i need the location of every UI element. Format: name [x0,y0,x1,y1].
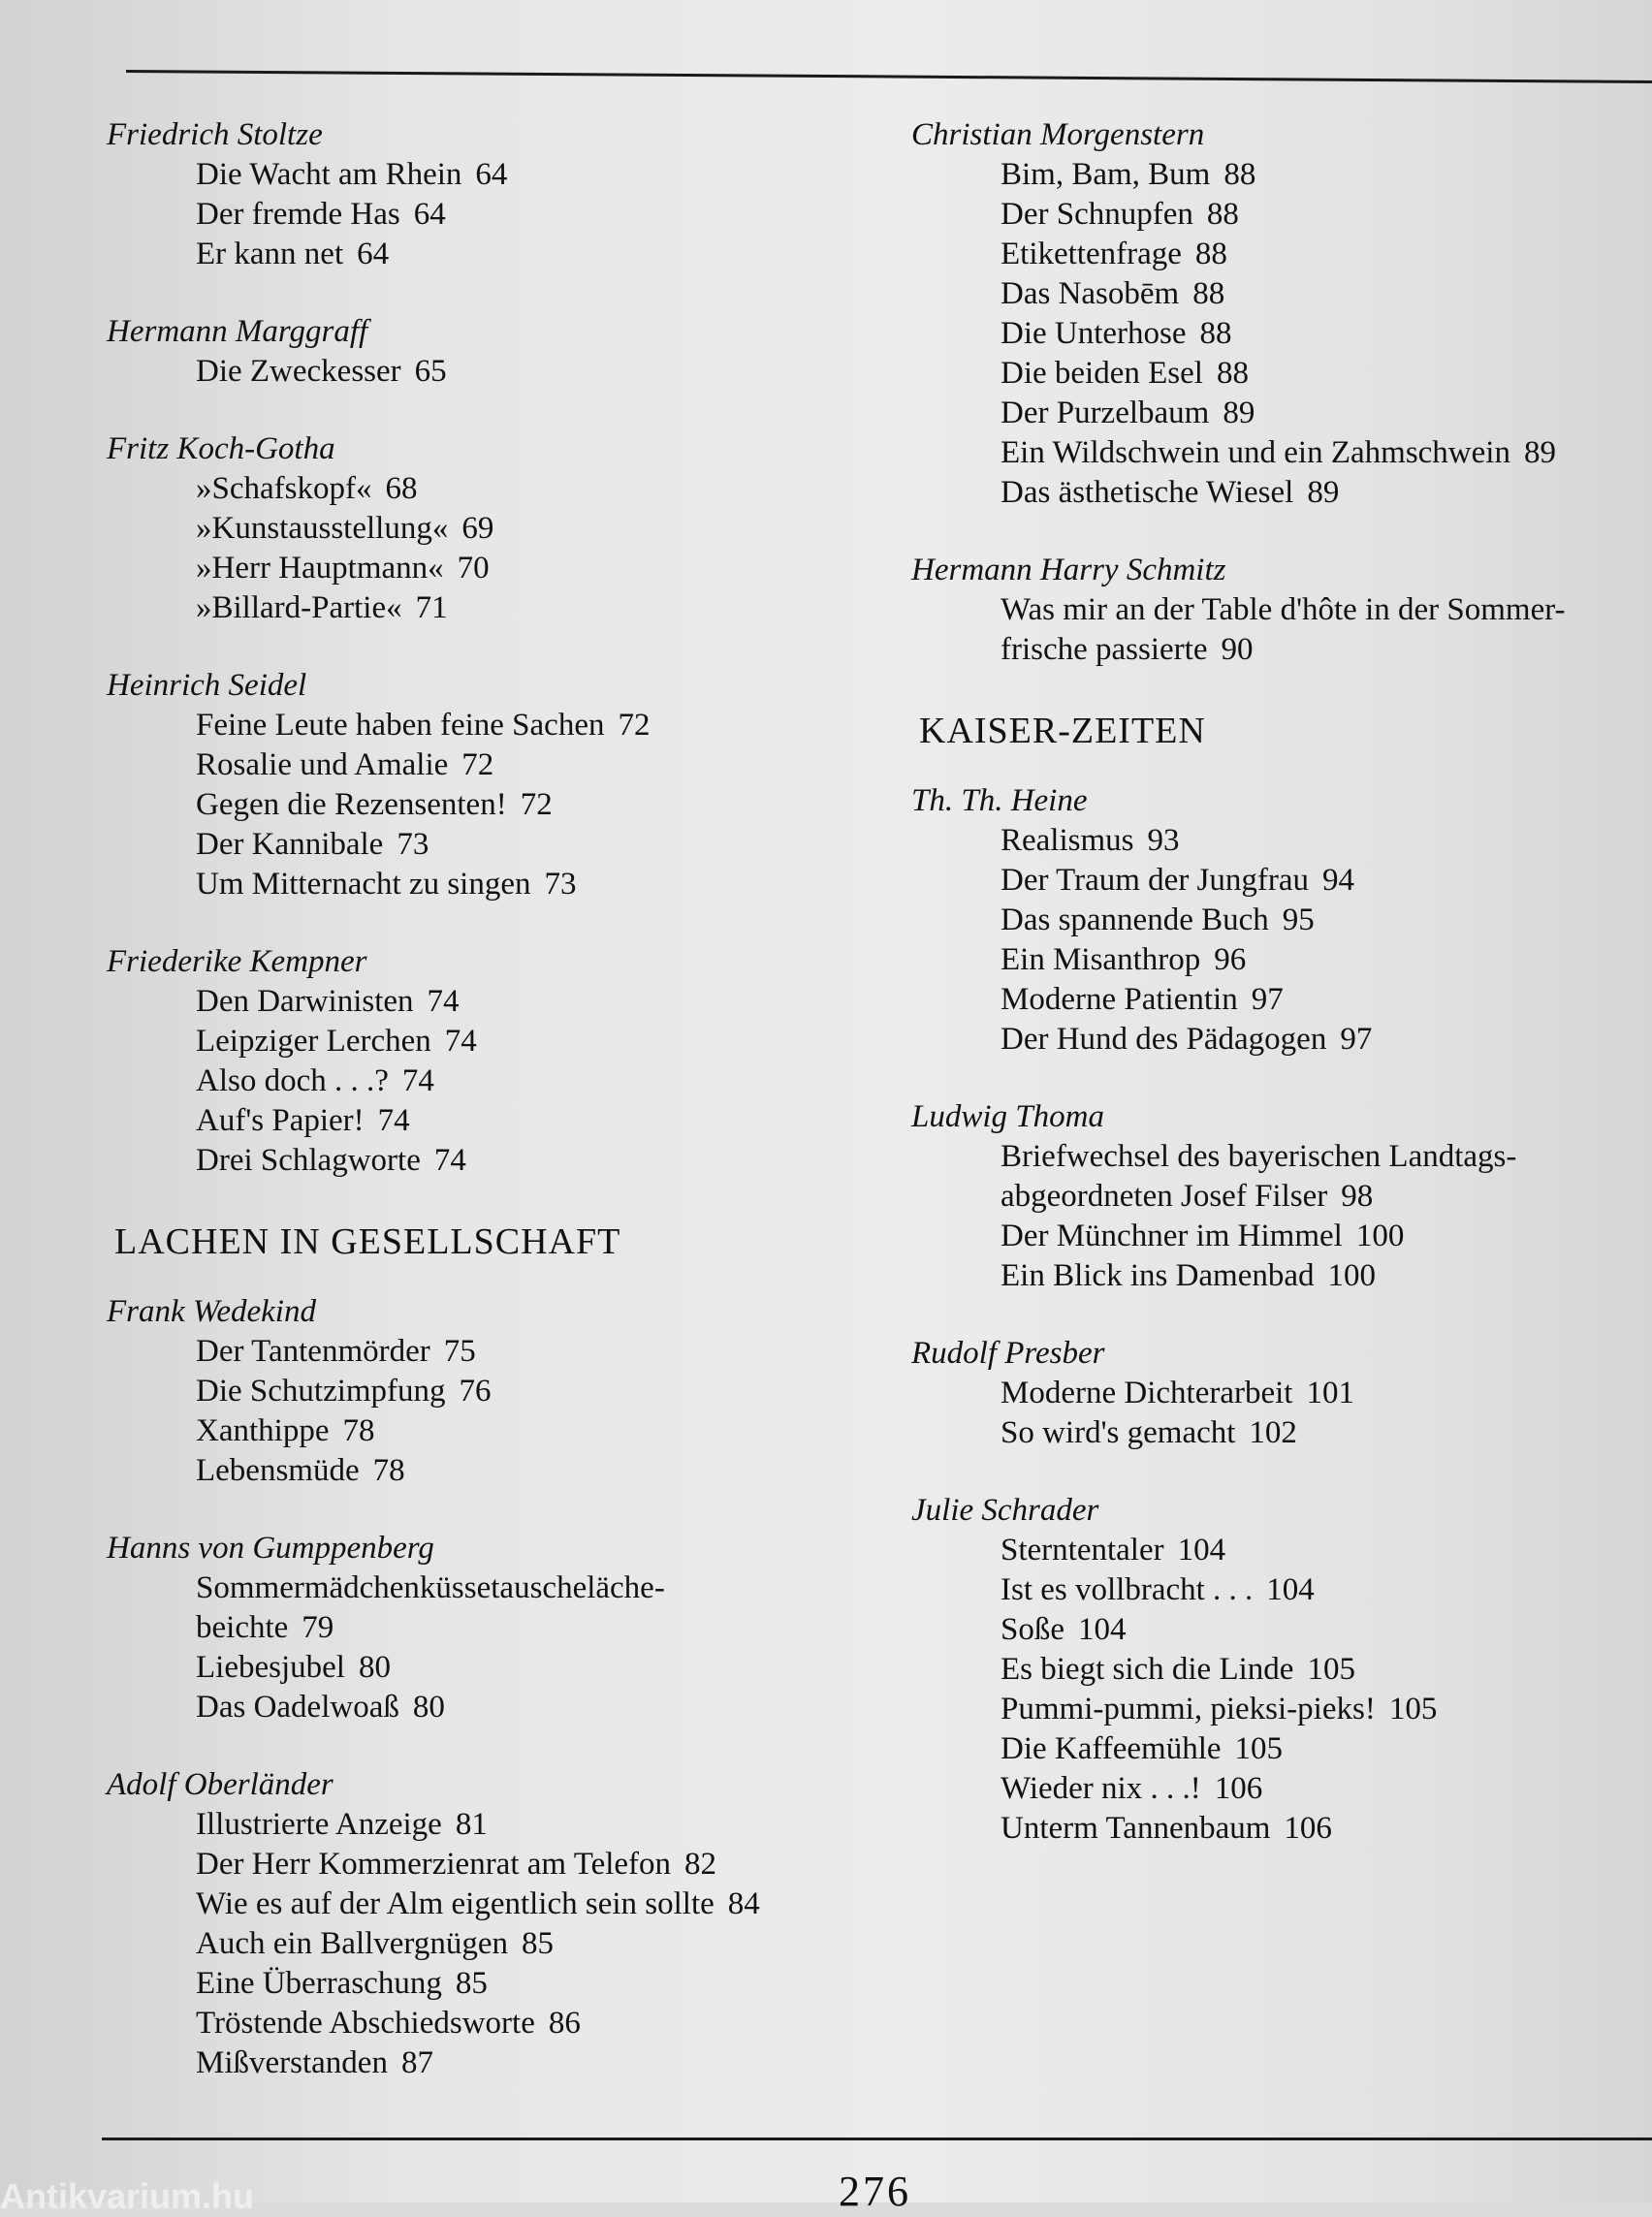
entry-title: Die Zweckesser [196,354,401,389]
toc-entry [911,473,1648,513]
entry-title: Den Darwinisten [196,984,414,1019]
toc-group [911,114,1648,513]
entry-page-number: 97 [1340,1022,1373,1057]
toc-entry [911,1570,1648,1610]
entry-title: Moderne Dichterarbeit [1001,1376,1293,1410]
toc-entry [107,195,902,235]
toc-entry [911,235,1648,274]
entry-title: Ein Blick ins Damenbad [1001,1258,1315,1293]
entry-page-number: 104 [1078,1612,1127,1647]
entry-page-number: 89 [1223,396,1255,430]
toc-group [107,311,902,392]
toc-entry [107,1372,902,1411]
toc-entry [911,901,1648,940]
entry-page-number: 88 [1194,237,1227,271]
toc-group [911,1096,1648,1296]
toc-entry [911,1413,1648,1453]
entry-title: Liebesjubel [196,1650,345,1685]
entry-title: Sommermädchenküssetauscheläche- [196,1570,665,1605]
toc-entry [107,1411,902,1451]
toc-entry [911,590,1648,630]
entry-page-number: 89 [1307,475,1340,510]
entry-title: Der Purzelbaum [1001,396,1210,430]
entry-page-number: 88 [1223,157,1256,192]
entry-page-number: 70 [457,551,490,586]
toc-entry [107,1608,902,1648]
entry-page-number: 106 [1214,1771,1263,1806]
toc-entry [911,155,1648,195]
entry-page-number: 71 [415,590,448,625]
entry-page-number: 64 [475,157,508,192]
entry-page-number: 72 [520,787,553,822]
toc-entry [911,1531,1648,1570]
entry-title: Das Oadelwoaß [196,1690,399,1725]
entry-page-number: 84 [727,1886,760,1921]
toc-entry [911,630,1648,670]
toc-entry [107,352,902,392]
toc-entry [911,1256,1648,1296]
entry-page-number: 74 [377,1103,410,1138]
entry-page-number: 78 [372,1453,405,1488]
toc-entry [107,1884,902,1924]
author-name: Fritz Koch-Gotha [107,431,335,466]
author-name: Hermann Harry Schmitz [911,553,1226,587]
toc-entry [911,394,1648,433]
entry-page-number: 105 [1234,1731,1284,1766]
left-groups [107,114,902,1181]
entry-title: Wieder nix . . .! [1001,1771,1201,1806]
entry-page-number: 85 [455,1966,488,2001]
left-column [107,114,902,2120]
toc-entry [911,1020,1648,1060]
entry-title: Ist es vollbracht . . . [1001,1572,1254,1607]
entry-title: »Herr Hauptmann« [196,551,444,586]
entry-page-number: 82 [684,1847,717,1882]
entry-title: Der Traum der Jungfrau [1001,863,1310,898]
entry-page-number: 88 [1199,316,1232,351]
toc-group [107,428,902,628]
toc-entry [911,980,1648,1020]
entry-page-number: 78 [342,1413,375,1448]
right-groups-2 [911,780,1648,1849]
entry-title: Das Nasobēm [1001,276,1180,311]
toc-entry [911,1650,1648,1690]
entry-title: Die beiden Esel [1001,356,1203,391]
entry-page-number: 72 [461,747,494,782]
toc-group [107,114,902,274]
toc-entry [107,1648,902,1688]
entry-title: Unterm Tannenbaum [1001,1811,1271,1846]
entry-title: Das spannende Buch [1001,903,1269,937]
entry-page-number: 80 [358,1650,391,1685]
toc-entry [911,354,1648,394]
toc-entry [107,1022,902,1061]
toc-entry [107,235,902,274]
entry-page-number: 75 [443,1334,476,1369]
entry-page-number: 72 [618,708,651,743]
entry-page-number: 74 [427,984,460,1019]
toc-entry [107,588,902,628]
bottom-rule [102,2138,1652,2140]
entry-page-number: 65 [414,354,447,389]
author-name: Friederike Kempner [107,944,367,979]
entry-title: abgeordneten Josef Filser [1001,1179,1328,1214]
toc-entry [911,821,1648,861]
toc-group [107,941,902,1181]
entry-page-number: 80 [412,1690,445,1725]
toc-entry [107,1332,902,1372]
watermark: Antikvarium.hu [0,2176,255,2216]
toc-entry [107,982,902,1022]
toc-entry [107,549,902,588]
author-name: Christian Morgenstern [911,117,1205,152]
entry-title: Moderne Patientin [1001,982,1238,1017]
entry-title: Wie es auf der Alm eigentlich sein sollte [196,1886,715,1921]
entry-title: Der Tantenmörder [196,1334,430,1369]
toc-entry [911,1374,1648,1413]
entry-page-number: 81 [455,1807,488,1842]
toc-entry [107,825,902,865]
toc-group [107,665,902,904]
entry-page-number: 86 [548,2006,581,2041]
toc-entry [911,1177,1648,1217]
entry-page-number: 73 [544,867,577,902]
entry-title: Die Unterhose [1001,316,1187,351]
toc-group [911,780,1648,1060]
author-name: Rudolf Presber [911,1336,1105,1371]
toc-entry [107,1964,902,2004]
author-name: Heinrich Seidel [107,668,307,703]
toc-entry [107,1805,902,1845]
entry-page-number: 69 [461,511,494,546]
entry-title: Es biegt sich die Linde [1001,1652,1294,1687]
entry-page-number: 74 [401,1063,434,1098]
entry-title: Der Kannibale [196,827,384,862]
entry-page-number: 74 [433,1143,466,1178]
entry-title: Ein Wildschwein und ein Zahmschwein [1001,435,1510,470]
toc-group [107,1291,902,1491]
entry-title: Er kann net [196,237,344,271]
entry-title: Der Schnupfen [1001,197,1193,232]
toc-entry [107,1845,902,1884]
entry-title: So wird's gemacht [1001,1415,1236,1450]
entry-title: »Schafskopf« [196,471,372,506]
entry-page-number: 95 [1282,903,1315,937]
toc-entry [107,1061,902,1101]
entry-page-number: 79 [302,1610,334,1645]
toc-entry [107,1568,902,1608]
toc-entry [107,1688,902,1727]
author-name: Adolf Oberländer [107,1767,334,1802]
toc-entry [911,314,1648,354]
entry-page-number: 96 [1214,942,1247,977]
entry-title: Bim, Bam, Bum [1001,157,1211,192]
entry-page-number: 106 [1284,1811,1332,1846]
entry-page-number: 88 [1192,276,1225,311]
entry-title: Der Hund des Pädagogen [1001,1022,1327,1057]
entry-title: Die Kaffeemühle [1001,1731,1222,1766]
entry-page-number: 90 [1221,632,1254,667]
author-name: Friedrich Stoltze [107,117,323,152]
section-heading-right: KAISER-ZEITEN [919,711,1206,751]
toc-group [911,1333,1648,1453]
entry-title: frische passierte [1001,632,1208,667]
page-number: 276 [839,2168,911,2215]
toc-entry [107,155,902,195]
toc-entry [107,2004,902,2043]
author-name: Hanns von Gumppenberg [107,1531,434,1566]
entry-title: Was mir an der Table d'hôte in der Sommer- [1001,592,1566,627]
entry-page-number: 104 [1177,1533,1226,1568]
entry-title: Feine Leute haben feine Sachen [196,708,605,743]
toc-entry [107,469,902,509]
left-groups-2 [107,1291,902,2083]
toc-entry [911,1769,1648,1809]
entry-title: Das ästhetische Wiesel [1001,475,1294,510]
entry-title: Eine Überraschung [196,1966,442,2001]
toc-entry [107,2043,902,2083]
toc-group [911,1490,1648,1849]
entry-page-number: 87 [400,2045,433,2080]
entry-title: Etikettenfrage [1001,237,1182,271]
entry-page-number: 105 [1388,1692,1438,1726]
entry-page-number: 64 [413,197,446,232]
entry-page-number: 85 [521,1926,554,1961]
toc-entry [911,433,1648,473]
toc-entry [911,1137,1648,1177]
entry-page-number: 100 [1355,1219,1405,1253]
author-name: Frank Wedekind [107,1294,316,1329]
entry-title: Drei Schlagworte [196,1143,421,1178]
toc-entry [107,1924,902,1964]
entry-title: Die Schutzimpfung [196,1374,446,1409]
entry-page-number: 93 [1147,823,1180,858]
entry-title: Um Mitternacht zu singen [196,867,531,902]
toc-entry [911,195,1648,235]
entry-page-number: 89 [1523,435,1556,470]
entry-page-number: 73 [397,827,429,862]
entry-title: »Kunstausstellung« [196,511,449,546]
author-name: Julie Schrader [911,1493,1099,1528]
entry-title: Der Münchner im Himmel [1001,1219,1343,1253]
entry-title: Soße [1001,1612,1064,1647]
top-rule [126,70,1652,83]
entry-page-number: 68 [385,471,418,506]
entry-page-number: 100 [1327,1258,1377,1293]
entry-page-number: 74 [444,1024,477,1059]
toc-entry [911,1690,1648,1729]
toc-group [911,550,1648,670]
entry-page-number: 101 [1306,1376,1354,1410]
entry-title: Illustrierte Anzeige [196,1807,442,1842]
entry-title: Ein Misanthrop [1001,942,1201,977]
toc-entry [107,509,902,549]
author-name: Hermann Marggraff [107,314,368,349]
entry-title: Sterntentaler [1001,1533,1164,1568]
toc-group [107,1764,902,2083]
entry-title: Also doch . . .? [196,1063,389,1098]
toc-entry [911,861,1648,901]
toc-entry [107,706,902,745]
toc-entry [107,1451,902,1491]
entry-title: Realismus [1001,823,1134,858]
entry-title: Pummi-pummi, pieksi-pieks! [1001,1692,1376,1726]
toc-entry [911,940,1648,980]
right-column [911,114,1648,1885]
entry-page-number: 97 [1251,982,1284,1017]
entry-page-number: 94 [1322,863,1355,898]
toc-entry [911,1610,1648,1650]
entry-page-number: 88 [1216,356,1249,391]
entry-title: Gegen die Rezensenten! [196,787,507,822]
toc-entry [911,1809,1648,1849]
toc-group [107,1528,902,1727]
toc-entry [107,1101,902,1141]
entry-page-number: 88 [1206,197,1239,232]
toc-entry [107,785,902,825]
entry-title: Mißverstanden [196,2045,388,2080]
toc-entry [107,865,902,904]
entry-page-number: 98 [1341,1179,1374,1214]
entry-title: Leipziger Lerchen [196,1024,431,1059]
toc-entry [107,745,902,785]
entry-page-number: 104 [1266,1572,1315,1607]
entry-title: Auch ein Ballvergnügen [196,1926,508,1961]
toc-entry [911,1729,1648,1769]
toc-entry [107,1141,902,1181]
entry-title: Der fremde Has [196,197,400,232]
entry-page-number: 64 [357,237,390,271]
entry-title: Der Herr Kommerzienrat am Telefon [196,1847,672,1882]
entry-title: Tröstende Abschiedsworte [196,2006,535,2041]
author-name: Th. Th. Heine [911,783,1088,818]
entry-page-number: 102 [1249,1415,1297,1450]
toc-entry [911,274,1648,314]
entry-title: Auf's Papier! [196,1103,365,1138]
section-heading-left: LACHEN IN GESELLSCHAFT [114,1221,621,1262]
entry-title: »Billard-Partie« [196,590,402,625]
toc-entry [911,1217,1648,1256]
entry-title: Rosalie und Amalie [196,747,449,782]
entry-title: beichte [196,1610,289,1645]
entry-title: Die Wacht am Rhein [196,157,462,192]
entry-title: Xanthippe [196,1413,330,1448]
entry-page-number: 105 [1307,1652,1355,1687]
entry-page-number: 76 [459,1374,492,1409]
right-groups [911,114,1648,670]
entry-title: Lebensmüde [196,1453,360,1488]
author-name: Ludwig Thoma [911,1099,1104,1134]
entry-title: Briefwechsel des bayerischen Landtags- [1001,1139,1517,1174]
